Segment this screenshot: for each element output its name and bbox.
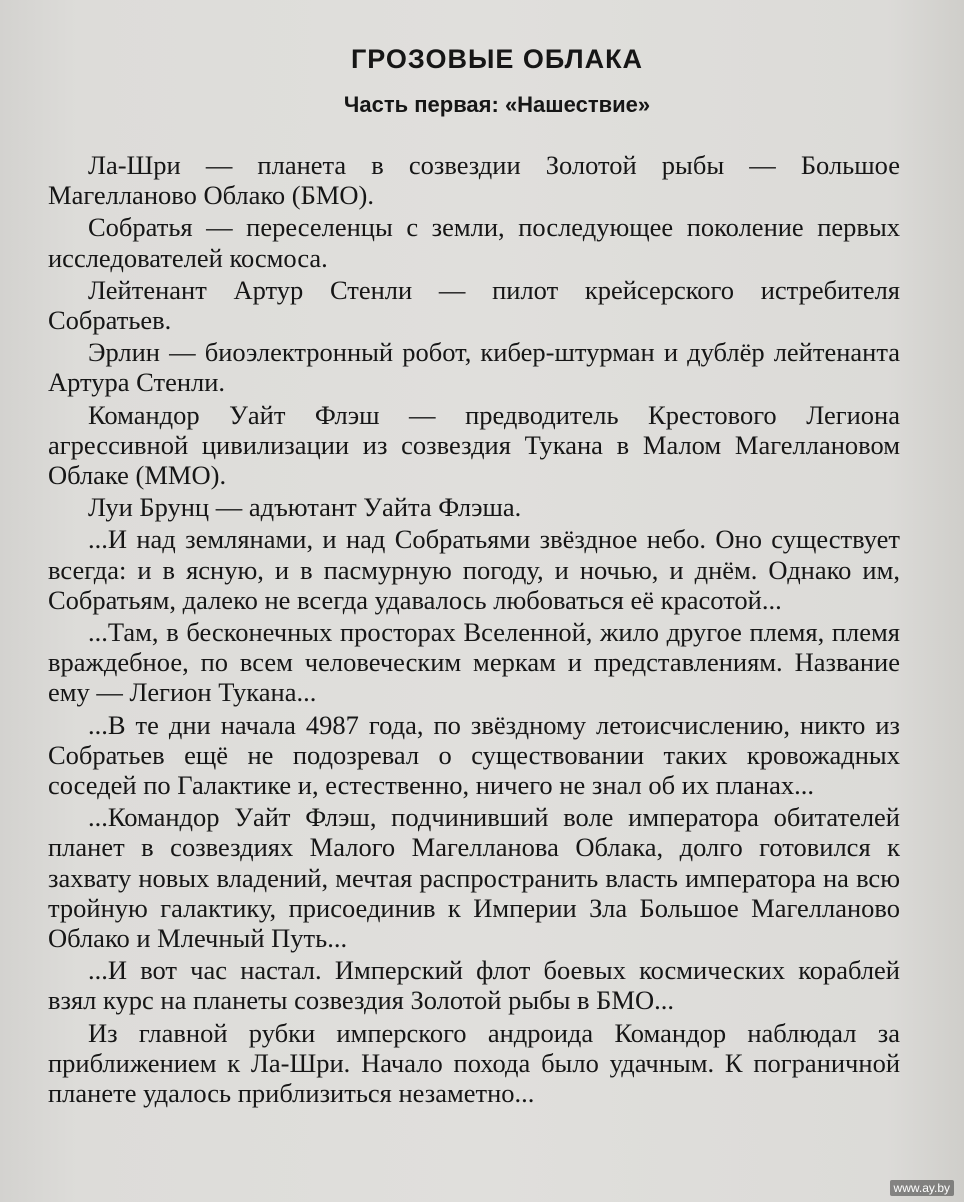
watermark: www.ay.by	[890, 1180, 954, 1196]
paragraph: ...И вот час настал. Имперский флот боевых космических кораблей взял курс на планеты созвездия Золотой рыбы в БМО...	[48, 955, 900, 1016]
body-text	[48, 150, 900, 1110]
paragraph: ...И над землянами, и над Собратьями звёздное небо. Оно существует всегда: и в ясную, и в пасмурную погоду, и ночью, и днём. Однако им, Собратьям, далеко не всегда удавалось любоваться её красотой...	[48, 524, 900, 615]
paragraph: Луи Брунц — адъютант Уайта Флэша.	[88, 492, 522, 523]
page-subtitle: Часть первая: «Нашествие»	[343, 92, 651, 117]
paragraph: Собратья — переселенцы с земли, последующее поколение первых исследователей космоса.	[48, 212, 900, 273]
paragraph: Из главной рубки имперского андроида Командор наблюдал за приближением к Ла-Шри. Начало похода было удачным. К пограничной планете удалось приблизиться незаметно...	[48, 1017, 900, 1109]
paragraph: ...Командор Уайт Флэш, подчинивший воле императора обитателей планет в созвездиях Малого Магелланова Облака, долго готовился к захвату новых владений, мечтая распространить власть императора на всю тройную галактику, присоединив к Империи Зла Большое Магелланово Облако и Млечный Путь...	[48, 802, 900, 954]
paragraph: Ла-Шри — планета в созвездии Золотой рыбы — Большое Магелланово Облако (БМО).	[48, 150, 900, 211]
paragraph: ...Там, в бесконечных просторах Вселенной, жило другое племя, племя враждебное, по всем человеческим меркам и представлениям. Название ему — Легион Тукана...	[48, 617, 900, 708]
paragraph: Эрлин — биоэлектронный робот, кибер-штурман и дублёр лейтенанта Артура Стенли.	[48, 337, 900, 398]
page-title: ГРОЗОВЫЕ ОБЛАКА	[350, 44, 644, 74]
paragraph: ...В те дни начала 4987 года, по звёздному летоисчислению, никто из Собратьев ещё не подозревал о существовании таких кровожадных соседей по Галактике и, естественно, ничего не знал об их планах...	[48, 709, 900, 801]
paragraph: Лейтенант Артур Стенли — пилот крейсерского истребителя Собратьев.	[48, 274, 900, 336]
paragraph: Командор Уайт Флэш — предводитель Крестового Легиона агрессивной цивилизации из созвездия Тукана в Малом Магеллановом Облаке (ММО).	[48, 399, 900, 491]
